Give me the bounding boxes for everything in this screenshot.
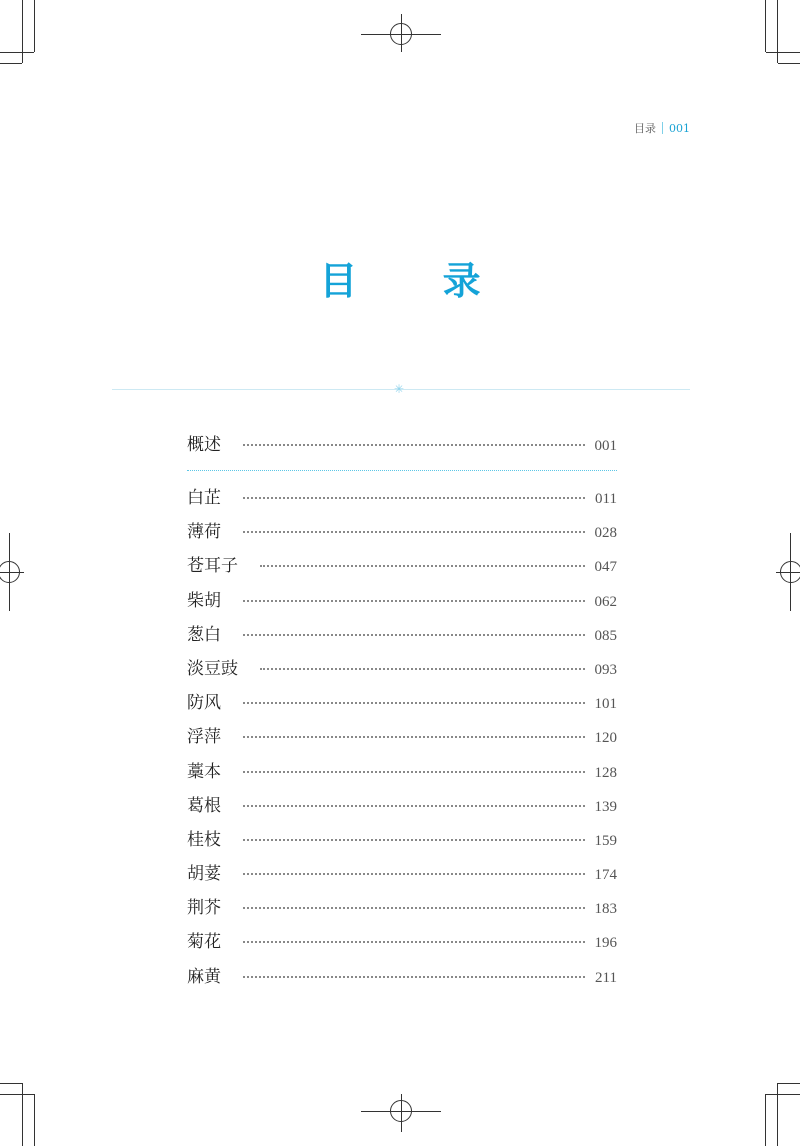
toc-entry-name: 概述 (187, 435, 221, 455)
toc-entry-name: 柴胡 (187, 590, 221, 611)
toc-entry[interactable] (187, 620, 617, 654)
toc-leader (243, 497, 585, 499)
toc-entry-name: 白芷 (187, 488, 221, 508)
toc-entry[interactable] (187, 551, 617, 585)
toc-entry-page: 183 (594, 901, 617, 918)
toc-entry-page: 101 (594, 696, 617, 713)
toc-entry[interactable] (187, 517, 617, 551)
toc-entry-page: 062 (594, 593, 617, 610)
toc-entry-page: 047 (594, 559, 617, 576)
toc-entry-name: 苍耳子 (187, 556, 238, 577)
toc-entry[interactable] (187, 654, 617, 688)
toc-entry[interactable] (187, 757, 617, 791)
toc-entry-page: 128 (594, 764, 617, 781)
toc-list (187, 483, 617, 996)
title-ornament-icon: ✳ (394, 382, 405, 396)
toc-entry-page: 120 (594, 730, 617, 747)
toc-leader (243, 444, 585, 446)
toc-entry[interactable] (187, 586, 617, 620)
toc-entry-name: 葱白 (187, 624, 221, 645)
toc-leader (260, 565, 585, 567)
toc-entry-page: 159 (594, 832, 617, 849)
toc-entry-name: 淡豆豉 (187, 658, 238, 679)
toc-entry[interactable] (187, 859, 617, 893)
toc-entry[interactable] (187, 825, 617, 859)
toc-entry-page: 011 (595, 491, 617, 507)
toc-leader (243, 839, 585, 841)
toc-leader (243, 771, 585, 773)
toc-entry-page: 174 (594, 867, 617, 884)
toc-entry-page: 085 (594, 627, 617, 644)
toc-entry-name: 麻黄 (187, 966, 221, 987)
toc-leader (243, 600, 585, 602)
running-header-section: 目录 (634, 122, 656, 135)
toc-entry-page: 196 (594, 935, 617, 952)
toc-entry-page: 211 (595, 969, 617, 986)
toc-leader (243, 805, 585, 807)
toc-entry-name: 荆芥 (187, 898, 221, 919)
toc-leader (243, 736, 585, 738)
toc-entry-name: 葛根 (187, 795, 221, 816)
toc-entry[interactable] (187, 430, 617, 464)
page-title: 目 录 (319, 258, 517, 303)
toc-entry[interactable] (187, 791, 617, 825)
toc-leader (260, 668, 585, 670)
running-header-page-number: 001 (669, 121, 690, 135)
toc-entry[interactable] (187, 893, 617, 927)
toc-entry-page: 139 (594, 798, 617, 815)
toc-entry-name: 薄荷 (187, 522, 221, 543)
toc-entry[interactable] (187, 927, 617, 961)
toc-entry-name: 胡荽 (187, 864, 221, 885)
toc-leader (243, 873, 585, 875)
toc-entry-name: 浮萍 (187, 727, 221, 748)
toc-entry[interactable] (187, 962, 617, 996)
toc-leader (243, 702, 585, 704)
running-header (634, 120, 690, 136)
running-header-separator (662, 122, 663, 134)
toc-entry-name: 防风 (187, 693, 221, 714)
toc-entry-name: 藁本 (187, 761, 221, 782)
section-divider (187, 470, 617, 471)
toc-entry-name: 菊花 (187, 932, 221, 953)
toc-leader (243, 634, 585, 636)
toc-leader (243, 531, 585, 533)
toc-entry[interactable] (187, 722, 617, 756)
toc-entry-page: 028 (594, 525, 617, 542)
toc-entry[interactable] (187, 688, 617, 722)
toc-leader (243, 976, 585, 978)
toc-leader (243, 907, 585, 909)
toc-leader (243, 941, 585, 943)
toc-entry-name: 桂枝 (187, 829, 221, 850)
toc-overview (187, 430, 617, 464)
toc-entry-page: 001 (594, 438, 617, 454)
toc-entry[interactable] (187, 483, 617, 517)
toc-entry-page: 093 (594, 661, 617, 678)
